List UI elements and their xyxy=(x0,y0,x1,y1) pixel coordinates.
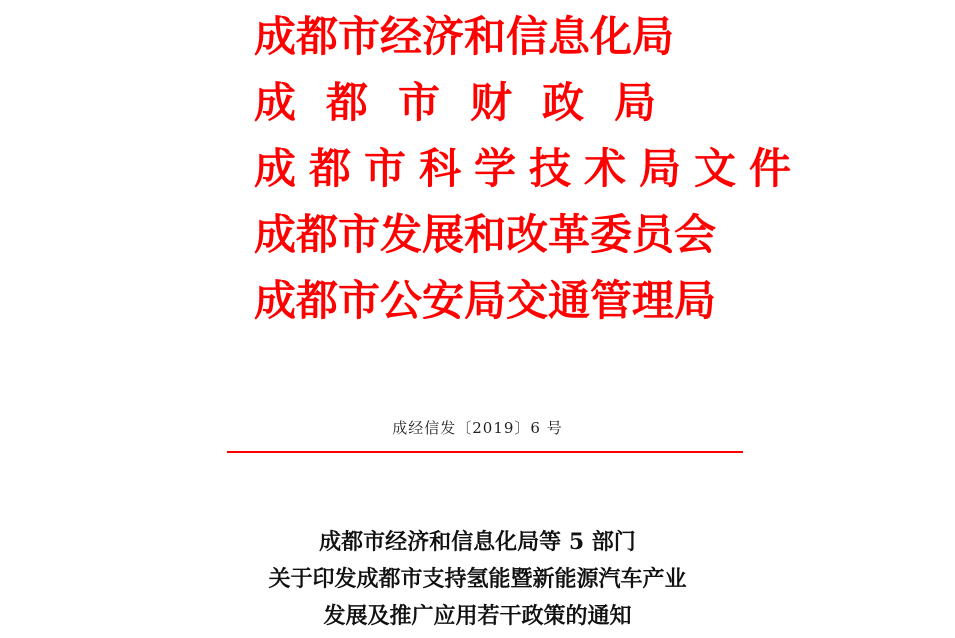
issuer-line-science-tech-bureau: 成都市科学技术局文件 xyxy=(254,144,805,193)
document-number: 成经信发〔2019〕6 号 xyxy=(392,419,563,437)
red-header-divider xyxy=(227,451,743,453)
title-line-1: 成都市经济和信息化局等 5 部门 xyxy=(319,529,636,555)
issuer-line-development-reform-commission: 成都市发展和改革委员会 xyxy=(254,210,717,259)
issuer-line-economy-info-bureau: 成都市经济和信息化局 xyxy=(254,12,675,61)
title-line-2: 关于印发成都市支持氢能暨新能源汽车产业 xyxy=(268,566,687,592)
issuer-line-finance-bureau: 成都市财政局 xyxy=(254,78,687,127)
document-title xyxy=(0,524,955,635)
issuing-authorities-header xyxy=(254,4,805,334)
title-line-3: 发展及推广应用若干政策的通知 xyxy=(323,603,632,629)
issuer-line-traffic-police-bureau: 成都市公安局交通管理局 xyxy=(254,276,717,325)
